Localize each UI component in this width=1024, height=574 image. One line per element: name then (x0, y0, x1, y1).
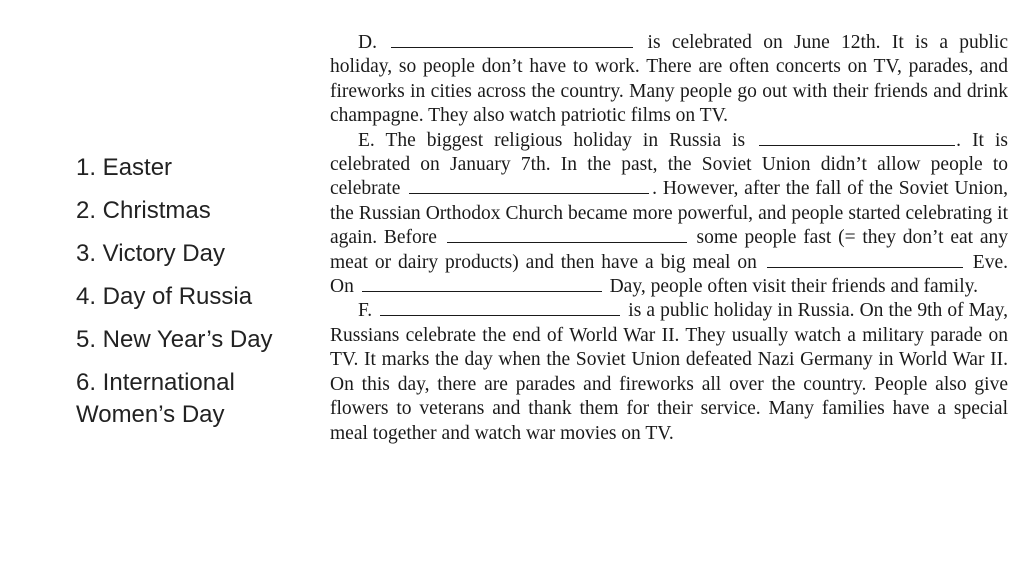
paragraph-e-text: Eve. On (330, 251, 1008, 298)
option-item: 5. New Year’s Day (76, 326, 273, 353)
paragraph-f-label: F. (358, 300, 373, 322)
option-item: 6. International Women’s Day (76, 369, 235, 428)
paragraph-e-text: . It is celebrated on January 7th. In the past, the Soviet Union didn’t allow people to celebrate (330, 129, 1009, 200)
option-item: 3. Victory Day (76, 240, 225, 267)
answer-blank (362, 276, 602, 292)
answer-blank (380, 300, 620, 316)
holiday-options-list (76, 152, 316, 442)
answer-blank (391, 32, 633, 48)
paragraph-f (330, 299, 1008, 445)
paragraph-d-label: D. (358, 32, 377, 53)
paragraph-e-text: Day, people often visit their friends and family. (609, 276, 978, 298)
paragraph-d-text: is celebrated on June 12th. It is a public holiday, so people don’t have to work. There are often concerts on TV, parades, and fireworks in cities across the country. Many people go out with their friends and drink champagne. They also watch patriotic films on TV. (330, 32, 1008, 127)
answer-blank (759, 130, 955, 146)
paragraph-d (330, 31, 1008, 129)
paragraph-e-text: . However, after the fall of the Soviet Union, the Russian Orthodox Church became more powerful, and people started celebrating it again. Before (330, 178, 1008, 249)
option-item: 4. Day of Russia (76, 283, 253, 310)
option-item: 2. Christmas (76, 197, 211, 224)
reading-text (330, 31, 1008, 446)
answer-blank (409, 178, 649, 194)
answer-blank (447, 227, 687, 243)
paragraph-e-text: E. The biggest religious holiday in Russia is (358, 129, 746, 151)
option-item: 1. Easter (76, 154, 173, 181)
paragraph-e (330, 129, 1008, 300)
paragraph-e-text: some people fast (= they don’t eat any meat or dairy products) and then have a big meal on (330, 227, 1008, 273)
paragraph-f-text: is a public holiday in Russia. On the 9th of May, Russians celebrate the end of World War II. They usually watch a military parade on TV. It marks the day when the Soviet Union defeated Nazi Germany in World War II. On this day, there are parades and fireworks all over the country. People also give flowers to veterans and thank them for their service. Many families have a special meal together and watch war movies on TV. (330, 300, 1008, 444)
answer-blank (767, 252, 963, 268)
